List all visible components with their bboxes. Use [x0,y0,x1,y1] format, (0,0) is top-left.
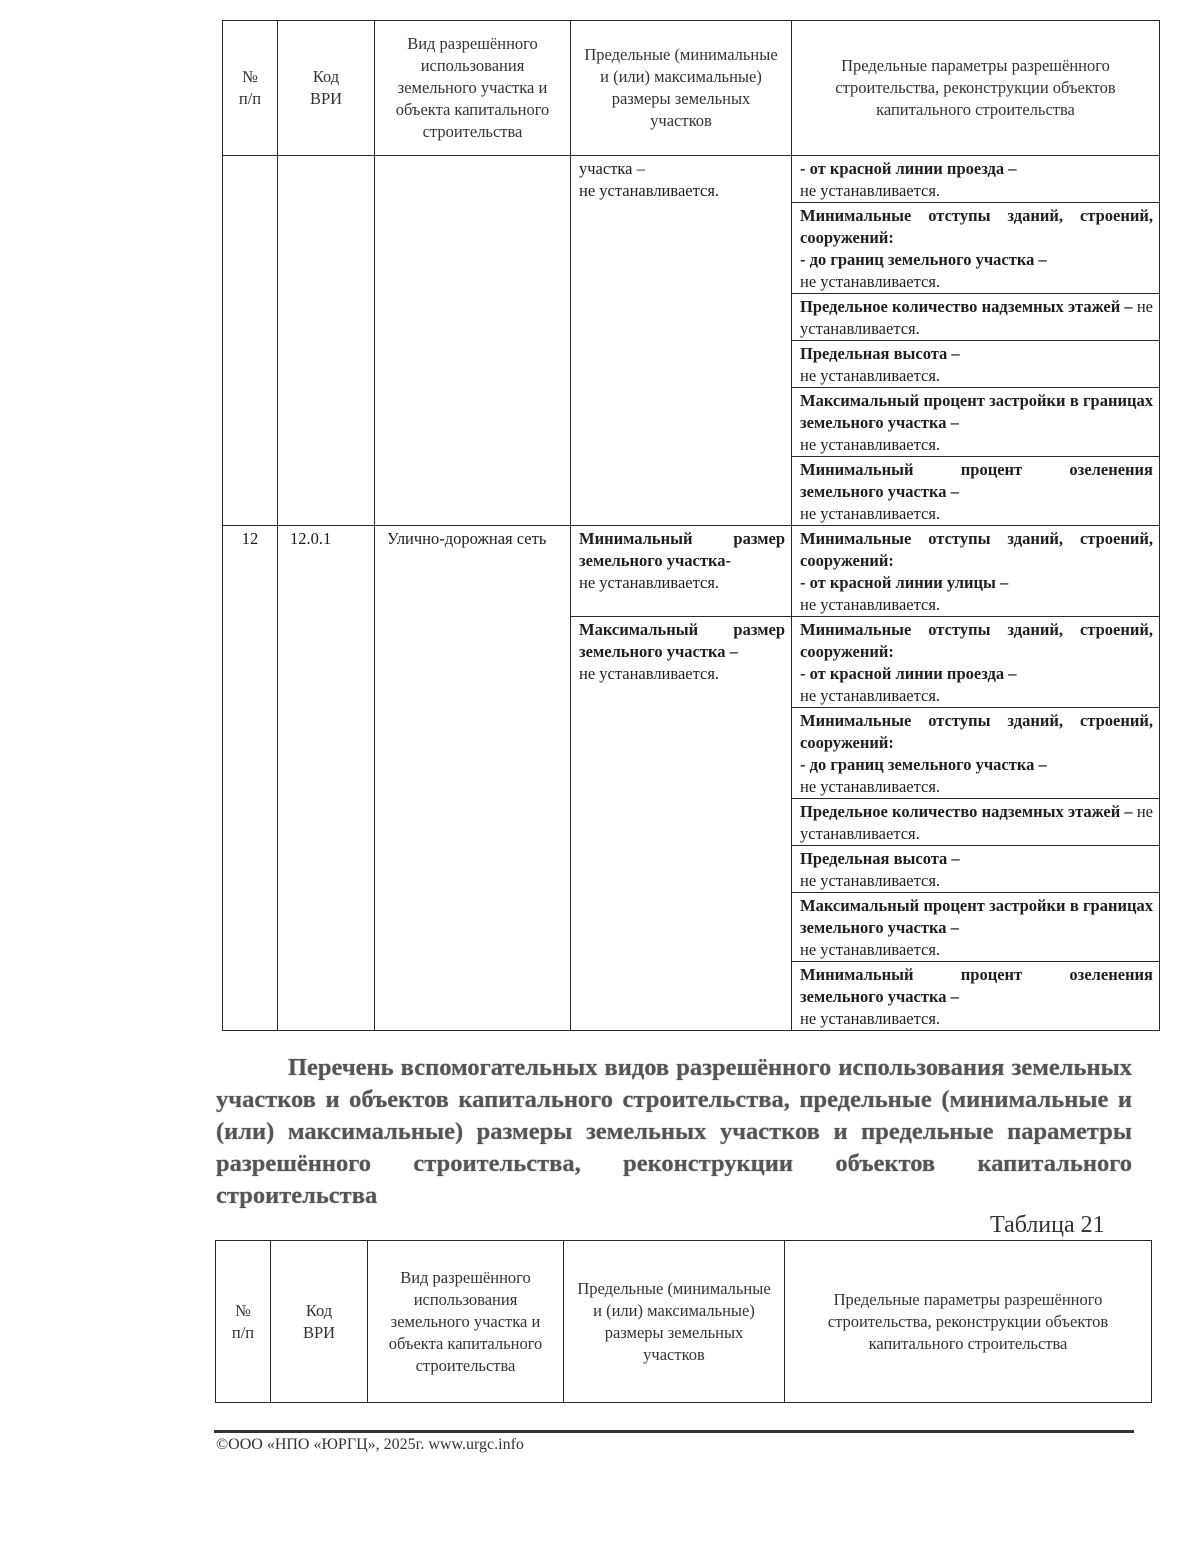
param-cell: Минимальный процент озеленения земельного участка – не устанавливается. [792,457,1160,526]
row-number: 12 [223,526,278,1031]
param-cell: Минимальные отступы зданий, строений, сооружений: - до границ земельного участка – не устанавливается. [792,708,1160,799]
table-header-row [223,21,1160,156]
header-num: № п/п [223,21,278,156]
header-sizes: Предельные (минимальные и (или) максимальные) размеры земельных участков [571,21,792,156]
header-params: Предельные параметры разрешённого строительства, реконструкции объектов капитального строительства [785,1241,1152,1403]
size-max-cell: Максимальный размер земельного участка – не устанавливается. [571,617,792,1031]
param-cell: Максимальный процент застройки в границах земельного участка – не устанавливается. [792,893,1160,962]
header-kind: Вид разрешённого использования земельного участка и объекта капитального строительства [375,21,571,156]
header-params: Предельные параметры разрешённого строительства, реконструкции объектов капитального строительства [792,21,1160,156]
param-cell: Максимальный процент застройки в границах земельного участка – не устанавливается. [792,388,1160,457]
row-kind: Улично-дорожная сеть [375,526,571,1031]
param-cell: Минимальные отступы зданий, строений, сооружений: - до границ земельного участка – не устанавливается. [792,203,1160,294]
table-21 [215,1240,1152,1403]
footer-copyright: ©ООО «НПО «ЮРГЦ», 2025г. www.urgc.info [216,1436,524,1453]
row-code: 12.0.1 [278,526,375,1031]
param-cell: Минимальные отступы зданий, строений, сооружений: - от красной линии проезда – не устанавливается. [792,617,1160,708]
param-cell: Предельное количество надземных этажей – не устанавливается. [792,799,1160,846]
section-heading: Перечень вспомогательных видов разрешённого использования земельных участков и объектов капитального строительства, предельные (минимальные и (или) максимальные) размеры земельных участков и предельные параметры разрешённого строительства, реконструкции объектов капитального строительства [216,1054,1132,1209]
size-continued: участка – не устанавливается. [571,156,792,526]
table-row [223,156,1160,203]
param-cell: Минимальные отступы зданий, строений, сооружений: - от красной линии улицы – не устанавливается. [792,526,1160,617]
param-cell: Предельное количество надземных этажей – не устанавливается. [792,294,1160,341]
header-sizes: Предельные (минимальные и (или) максимальные) размеры земельных участков [564,1241,785,1403]
param-cell: - от красной линии проезда – не устанавливается. [792,156,1160,203]
table-row [223,526,1160,617]
footer-divider [214,1430,1134,1433]
size-min-cell: Минимальный размер земельного участка- не устанавливается. [571,526,792,617]
header-code: Код ВРИ [278,21,375,156]
header-num: № п/п [216,1241,271,1403]
table-caption: Таблица 21 [990,1212,1105,1238]
header-code: Код ВРИ [271,1241,368,1403]
param-cell: Минимальный процент озеленения земельного участка – не устанавливается. [792,962,1160,1031]
param-cell: Предельная высота – не устанавливается. [792,846,1160,893]
param-cell: Предельная высота – не устанавливается. [792,341,1160,388]
table-continued [222,20,1160,1031]
header-kind: Вид разрешённого использования земельного участка и объекта капитального строительства [368,1241,564,1403]
table-header-row [216,1241,1152,1403]
